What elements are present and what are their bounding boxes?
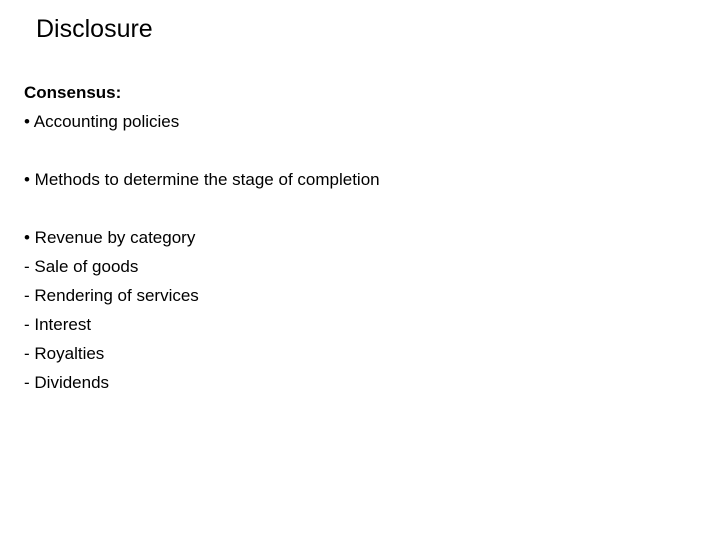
bullet-methods-completion: • Methods to determine the stage of completion [24, 170, 380, 189]
revenue-item-sale-of-goods: - Sale of goods [24, 257, 139, 276]
bullet-revenue-by-category: • Revenue by category [24, 228, 196, 247]
spacer [24, 136, 684, 165]
revenue-item-royalties: - Royalties [24, 344, 105, 363]
slide-title: Disclosure [36, 15, 153, 43]
revenue-item-rendering-services: - Rendering of services [24, 286, 199, 305]
revenue-item-dividends: - Dividends [24, 373, 110, 392]
bullet-accounting-policies: • Accounting policies [24, 112, 180, 131]
spacer [24, 194, 684, 223]
consensus-heading: Consensus: [24, 83, 122, 102]
revenue-item-interest: - Interest [24, 315, 92, 334]
slide-body [24, 78, 684, 397]
